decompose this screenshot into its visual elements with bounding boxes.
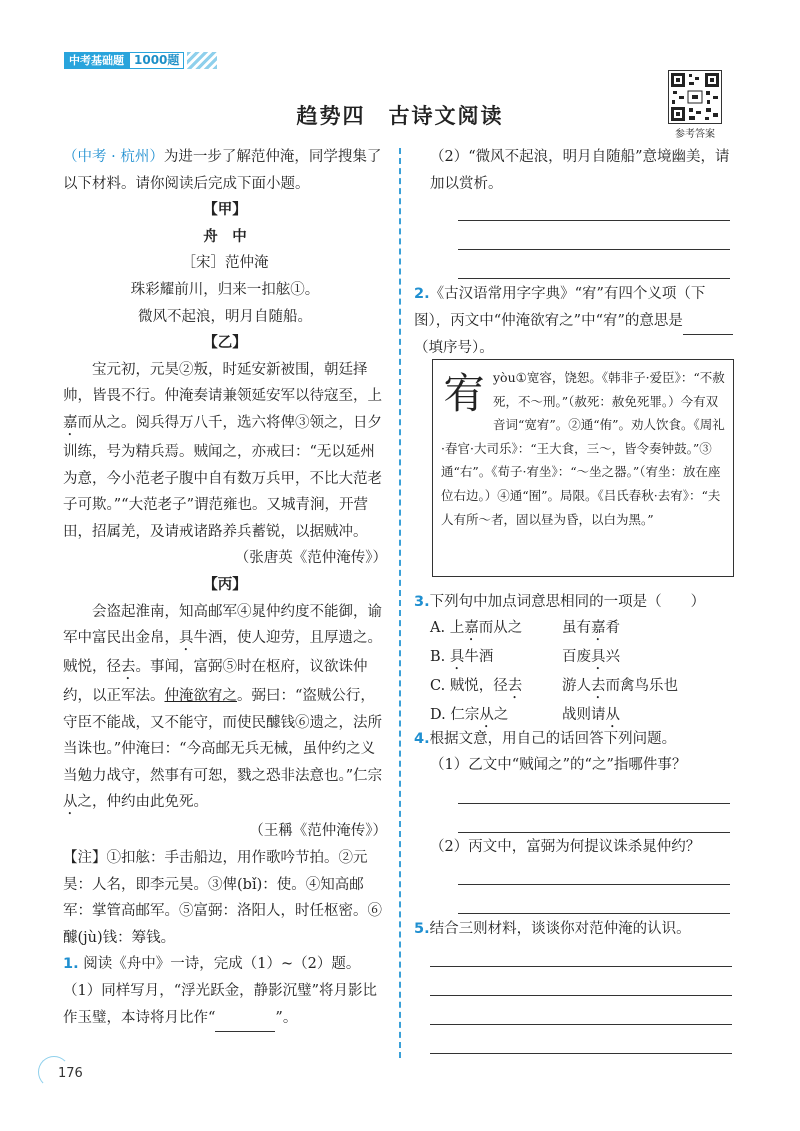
- dotted-word: 嘉: [63, 414, 78, 431]
- answer-line[interactable]: [430, 971, 732, 996]
- answer-line[interactable]: [430, 1029, 732, 1054]
- underlined-sentence: 仲淹欲宥之: [164, 688, 237, 705]
- dotted-word: 从: [605, 707, 620, 723]
- option-text: 而禽鸟乐也: [605, 678, 678, 694]
- question-1: [63, 951, 387, 978]
- answer-blank[interactable]: [683, 308, 733, 336]
- answer-line[interactable]: [458, 196, 730, 221]
- bing-text-part: 之，仲约由此免死。: [77, 794, 208, 811]
- section-bing-source: （王稱《范仲淹传》）: [249, 823, 387, 840]
- option-right: [562, 644, 620, 673]
- option-text: C. 贼悦，径: [430, 678, 508, 694]
- question-3-options: [430, 615, 740, 731]
- answer-lines-q4-1[interactable]: [458, 779, 730, 837]
- section-yi-text: [63, 357, 387, 546]
- answer-line[interactable]: [458, 225, 730, 250]
- brand-label-left: 中考基础题: [64, 52, 129, 69]
- qr-code-icon[interactable]: [668, 70, 722, 124]
- option-text: 战则请: [562, 707, 606, 723]
- answer-line[interactable]: [458, 860, 730, 885]
- answer-line[interactable]: [458, 254, 730, 279]
- question-number: 2.: [414, 286, 430, 302]
- poem-author: ［宋］范仲淹: [181, 255, 269, 272]
- option-text: B.: [430, 649, 450, 665]
- bing-text-part: 。弼曰：“盗贼公行，守臣不能战，又不能守，而使民醵钱⑥遗之，法所当诛也。”仲淹曰：“今高邮无兵无械，虽仲约之义当勉力战守，然事有可恕，戮之恐非法意也。”仁宗: [63, 688, 383, 784]
- exam-source: （中考 · 杭州）: [63, 149, 164, 165]
- answer-line[interactable]: [458, 808, 730, 833]
- option-left: [430, 615, 562, 644]
- question-4-part-2: [430, 834, 740, 861]
- answer-blank[interactable]: [215, 1005, 275, 1033]
- page-title: 趋势四 古诗文阅读: [296, 104, 504, 128]
- option-text: 兴: [605, 649, 620, 665]
- question-text: （1）乙文中“贼闻之”的“之”指哪件事？: [430, 757, 687, 773]
- question-3: [414, 589, 736, 616]
- yi-text-part: 宝元初，元昊②叛，时延安新被围，朝廷择帅，皆畏不行。仲淹奏请兼领延安军以待寇至，上: [63, 361, 382, 405]
- question-text: （1）同样写月，“浮光跃金，静影沉璧”将月影比作玉璧，本诗将月比作“: [63, 983, 378, 1026]
- option-c[interactable]: [430, 673, 740, 702]
- question-text: （2）“微风不起浪，明月自随船”意境幽美，请加以赏析。: [430, 149, 730, 192]
- poem-line-1: 珠彩耀前川，归来一扣舷①。: [130, 281, 320, 298]
- dotted-word: 具: [449, 649, 465, 665]
- section-jia-label: 【甲】: [203, 201, 247, 219]
- left-column: [63, 144, 387, 1032]
- poem-title: 舟 中: [203, 227, 247, 245]
- option-a[interactable]: [430, 615, 740, 644]
- bing-text-part: 会盗起淮南，知高邮军④晁仲约度不能御，谕军中富民出金帛，: [63, 603, 382, 647]
- option-b[interactable]: [430, 644, 740, 673]
- dictionary-definition: yòu①宽容，饶恕。《韩非子·爱臣》：“不赦死，不～刑。”（赦死：赦免死罪。）今有双音词“宽宥”。②通“侑”。劝人饮食。《周礼·春官·大司乐》：“王大食，三～，皆令奏钟鼓。”③通“右”。《荀子·宥坐》：“～坐之器。”（宥坐：放在座位右边。）④通“囿”。局限。《吕氏春秋·去宥》：“夫人有所～者，固以昼为昏，以白为黑。”: [441, 370, 725, 527]
- intro: [63, 144, 387, 197]
- dotted-word: 去: [507, 678, 523, 694]
- question-number: 1.: [63, 956, 79, 973]
- bing-text-part: 牛酒，使人迎劳，且厚遗之。贼悦，径: [63, 630, 382, 676]
- dictionary-entry-box: [432, 359, 734, 577]
- question-text: 阅读《舟中》一诗，完成（1）~（2）题。: [83, 956, 361, 973]
- answer-line[interactable]: [430, 1000, 732, 1025]
- option-text: 之: [493, 707, 509, 723]
- option-left: [430, 673, 562, 702]
- dotted-word: 去: [591, 678, 606, 694]
- option-right: [562, 615, 620, 644]
- option-text: 而从之: [478, 620, 523, 636]
- question-1-part-2: [430, 144, 740, 197]
- question-5: [414, 916, 736, 943]
- option-right: [562, 673, 678, 702]
- poem-line-2: 微风不起浪，明月自随船。: [138, 308, 312, 325]
- option-text: 牛酒: [464, 649, 494, 665]
- question-text: 下列句中加点词意思相同的一项是（ ）: [429, 594, 706, 610]
- section-bing-label: 【丙】: [203, 575, 247, 593]
- brand-label-right: 1000题: [129, 52, 184, 69]
- annotations: 【注】①扣舷：手击船边，用作歌吟节拍。②元昊：人名，即李元昊。③俾(bǐ)：使。④知高邮军：掌管高邮军。⑤富弼：洛阳人，时任枢密。⑥醵(jù)钱：筹钱。: [63, 850, 382, 946]
- section-bing-text: [63, 599, 387, 819]
- question-text: 《古汉语常用字字典》“宥”有四个义项（下图），丙文中“仲淹欲宥之”中“宥”的意思是: [414, 286, 706, 329]
- page-number: 176: [58, 1066, 83, 1081]
- series-brand: [64, 52, 217, 69]
- intro-text: 为进一步了解范仲淹，同学搜集了以下材料。请你阅读后完成下面小题。: [63, 149, 382, 192]
- dotted-word: 嘉: [464, 620, 479, 636]
- dotted-word: 具: [591, 649, 606, 665]
- answer-line[interactable]: [458, 779, 730, 804]
- column-divider: [399, 148, 401, 1058]
- dictionary-headword: 宥: [442, 369, 485, 418]
- answer-lines-q1-2[interactable]: [458, 196, 730, 283]
- dotted-word: 具: [179, 630, 194, 647]
- bing-text-part: 。事闻，富弼⑤时在枢府，议欲诛仲约，以正军法。: [63, 659, 368, 705]
- option-text: A. 上: [430, 620, 465, 636]
- qr-code-label: 参考答案: [675, 129, 715, 140]
- question-text: （填序号）。: [414, 340, 494, 357]
- dotted-word: 从: [63, 794, 78, 811]
- option-text: 虽有: [562, 620, 591, 636]
- answer-lines-q5[interactable]: [430, 942, 732, 1058]
- question-2: [414, 281, 736, 362]
- option-text: 肴: [605, 620, 620, 636]
- question-text: ”。: [275, 1009, 298, 1026]
- answer-line[interactable]: [458, 889, 730, 914]
- dotted-word: 去: [121, 659, 136, 676]
- question-text: 结合三则材料，谈谈你对范仲淹的认识。: [429, 921, 691, 937]
- question-number: 4.: [414, 731, 430, 747]
- question-1-part-1: [63, 978, 387, 1032]
- option-left: [430, 644, 562, 673]
- yi-text-part: 而从之。阅兵得万八千，选六将俾③领之，日夕训练，号为精兵焉。贼闻之，亦戒曰：“无以延州为意，今小范老子腹中自有数万兵甲，不比大范老子可欺。”“大范老子”谓范雍也。又城青涧，开营田，招属羌，及请戒诸路养兵蓄锐，以据贼冲。: [63, 414, 382, 540]
- question-text: （2）丙文中，富弼为何提议诛杀晁仲约？: [430, 839, 701, 855]
- question-4: [414, 726, 736, 753]
- section-yi-label: 【乙】: [203, 334, 247, 352]
- answer-line[interactable]: [430, 942, 732, 967]
- section-yi-source: （张唐英《范仲淹传》）: [234, 550, 387, 567]
- question-text: 根据文意，用自己的话回答下列问题。: [429, 731, 677, 747]
- question-number: 3.: [414, 594, 430, 610]
- question-4-part-1: [430, 752, 740, 779]
- answer-lines-q4-2[interactable]: [458, 860, 730, 918]
- brand-stripe-decoration: [187, 52, 217, 69]
- dotted-word: 嘉: [591, 620, 606, 636]
- dotted-word: 从: [479, 707, 494, 723]
- option-text: 游人: [562, 678, 591, 694]
- option-text: D. 仁宗: [430, 707, 480, 723]
- question-number: 5.: [414, 921, 430, 937]
- option-text: 百废: [562, 649, 591, 665]
